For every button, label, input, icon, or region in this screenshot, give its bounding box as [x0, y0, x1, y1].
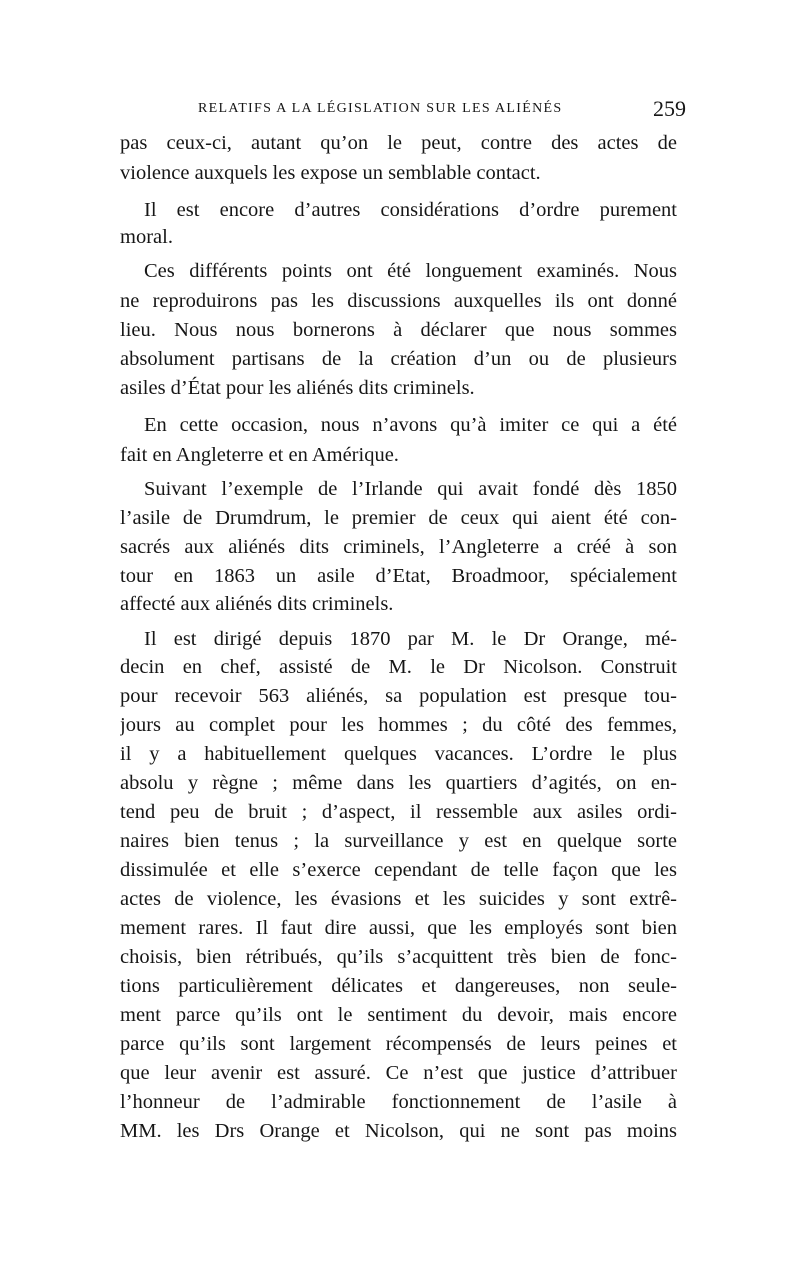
text-line: absolument partisans de la création d’un ou de plusieurs: [120, 348, 677, 370]
text-line: jours au complet pour les hommes ; du côté des femmes,: [120, 714, 677, 736]
text-line: sacrés aux aliénés dits criminels, l’Angleterre a créé à son: [120, 536, 677, 558]
running-head: [198, 95, 686, 123]
text-line: decin en chef, assisté de M. le Dr Nicolson. Construit: [120, 656, 677, 678]
text-line: l’asile de Drumdrum, le premier de ceux qui aient été con-: [120, 507, 677, 529]
text-line: actes de violence, les évasions et les suicides y sont extrê-: [120, 888, 677, 910]
text-line: affecté aux aliénés dits criminels.: [120, 593, 394, 615]
text-line: asiles d’État pour les aliénés dits criminels.: [120, 377, 475, 399]
text-line: tour en 1863 un asile d’Etat, Broadmoor, spécialement: [120, 565, 677, 587]
text-line: fait en Angleterre et en Amérique.: [120, 444, 399, 466]
text-line: pour recevoir 563 aliénés, sa population est presque tou-: [120, 685, 677, 707]
text-line: l’honneur de l’admirable fonctionnement de l’asile à: [120, 1091, 677, 1113]
text-line: ment parce qu’ils ont le sentiment du devoir, mais encore: [120, 1004, 677, 1026]
text-line: Ces différents points ont été longuement examinés. Nous: [144, 260, 677, 282]
text-line: mement rares. Il faut dire aussi, que les employés sont bien: [120, 917, 677, 939]
text-line: tions particulièrement délicates et dangereuses, non seule-: [120, 975, 677, 997]
text-line: dissimulée et elle s’exerce cependant de telle façon que les: [120, 859, 677, 881]
text-line: moral.: [120, 226, 173, 248]
text-line: que leur avenir est assuré. Ce n’est que justice d’attribuer: [120, 1062, 677, 1084]
text-line: naires bien tenus ; la surveillance y est en quelque sorte: [120, 830, 677, 852]
text-line: tend peu de bruit ; d’aspect, il ressemble aux asiles ordi-: [120, 801, 677, 823]
text-line: MM. les Drs Orange et Nicolson, qui ne sont pas moins: [120, 1120, 677, 1142]
text-line: Suivant l’exemple de l’Irlande qui avait fondé dès 1850: [144, 478, 677, 500]
text-line: violence auxquels les expose un semblable contact.: [120, 162, 541, 184]
text-line: Il est encore d’autres considérations d’ordre purement: [144, 199, 677, 221]
text-line: parce qu’ils sont largement récompensés de leurs peines et: [120, 1033, 677, 1055]
text-line: choisis, bien rétribués, qu’ils s’acquittent très bien de fonc-: [120, 946, 677, 968]
text-line: En cette occasion, nous n’avons qu’à imiter ce qui a été: [144, 414, 677, 436]
text-line: pas ceux-ci, autant qu’on le peut, contre des actes de: [120, 132, 677, 154]
text-line: Il est dirigé depuis 1870 par M. le Dr Orange, mé-: [144, 628, 677, 650]
text-line: ne reproduirons pas les discussions auxquelles ils ont donné: [120, 290, 677, 312]
text-line: il y a habituellement quelques vacances. L’ordre le plus: [120, 743, 677, 765]
text-line: absolu y règne ; même dans les quartiers d’agités, on en-: [120, 772, 677, 794]
running-title: RELATIFS A LA LÉGISLATION SUR LES ALIÉNÉS: [198, 101, 563, 116]
page-number: 259: [653, 96, 686, 121]
text-line: lieu. Nous nous bornerons à déclarer que nous sommes: [120, 319, 677, 341]
